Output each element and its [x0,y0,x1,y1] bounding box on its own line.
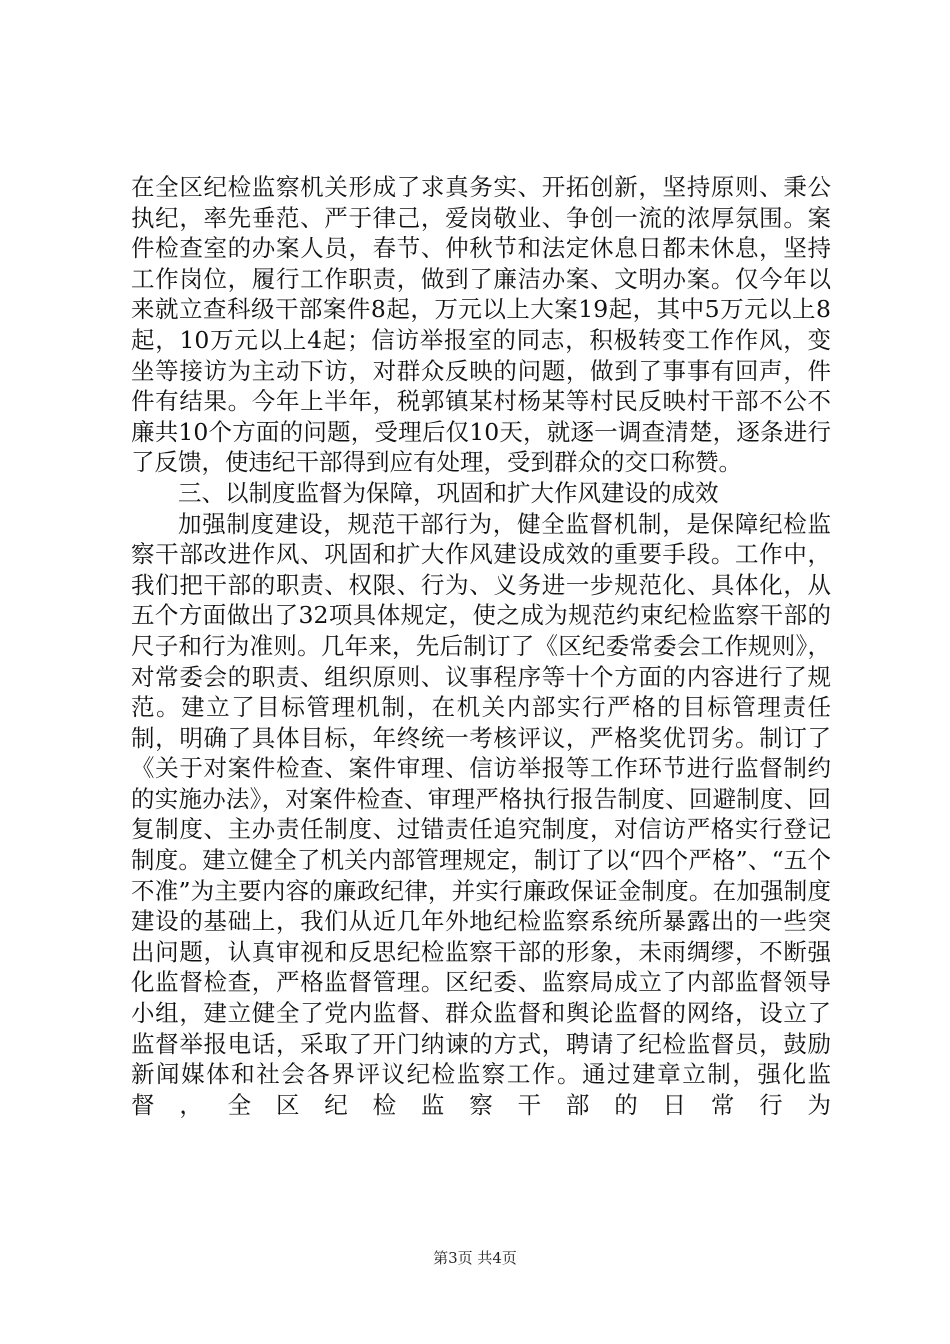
paragraph-continuation: 在全区纪检监察机关形成了求真务实、开拓创新，坚持原则、秉公执纪，率先垂范、严于律己，爱岗敬业、争创一流的浓厚氛围。案件检查室的办案人员，春节、仲秋节和法定休息日都未休息，坚持工作岗位，履行工作职责，做到了廉洁办案、文明办案。仅今年以来就立查科级干部案件8起，万元以上大案19起，其中5万元以上8起，10万元以上4起；信访举报室的同志，积极转变工作作风，变坐等接访为主动下访，对群众反映的问题，做到了事事有回声，件件有结果。今年上半年，税郭镇某村杨某等村民反映村干部不公不廉共10个方面的问题，受理后仅10天，就逐一调查清楚，逐条进行了反馈，使违纪干部得到应有处理，受到群众的交口称赞。 [131,173,831,477]
section-heading: 三、以制度监督为保障，巩固和扩大作风建设的成效 [178,478,719,507]
page-footer: 第3页 共4页 [433,1249,517,1267]
paragraph-system-supervision: 加强制度建设，规范干部行为，健全监督机制，是保障纪检监察干部改进作风、巩固和扩大作风建设成效的重要手段。工作中，我们把干部的职责、权限、行为、义务进一步规范化、具体化，从五个方面做出了32项具体规定，使之成为规范约束纪检监察干部的尺子和行为准则。几年来，先后制订了《区纪委常委会工作规则》，对常委会的职责、组织原则、议事程序等十个方面的内容进行了规范。建立了目标管理机制，在机关内部实行严格的目标管理责任制，明确了具体目标，年终统一考核评议，严格奖优罚劣。制订了《关于对案件检查、案件审理、信访举报等工作环节进行监督制约的实施办法》，对案件检查、审理严格执行报告制度、回避制度、回复制度、主办责任制度、过错责任追究制度，对信访严格实行登记制度。建立健全了机关内部管理规定，制订了以“四个严格”、“五个不准”为主要内容的廉政纪律，并实行廉政保证金制度。在加强制度建设的基础上，我们从近几年外地纪检监察系统所暴露出的一些突出问题，认真审视和反思纪检监察干部的形象，未雨绸缪，不断强化监督检查，严格监督管理。区纪委、监察局成立了内部监督领导小组，建立健全了党内监督、群众监督和舆论监督的网络，设立了监督举报电话，采取了开门纳谏的方式，聘请了纪检监督员，鼓励新闻媒体和社会各界评议纪检监察工作。通过建章立制，强化监督，全区纪检监察干部的日常行为 [131,509,831,1119]
document-body [131,172,831,1120]
